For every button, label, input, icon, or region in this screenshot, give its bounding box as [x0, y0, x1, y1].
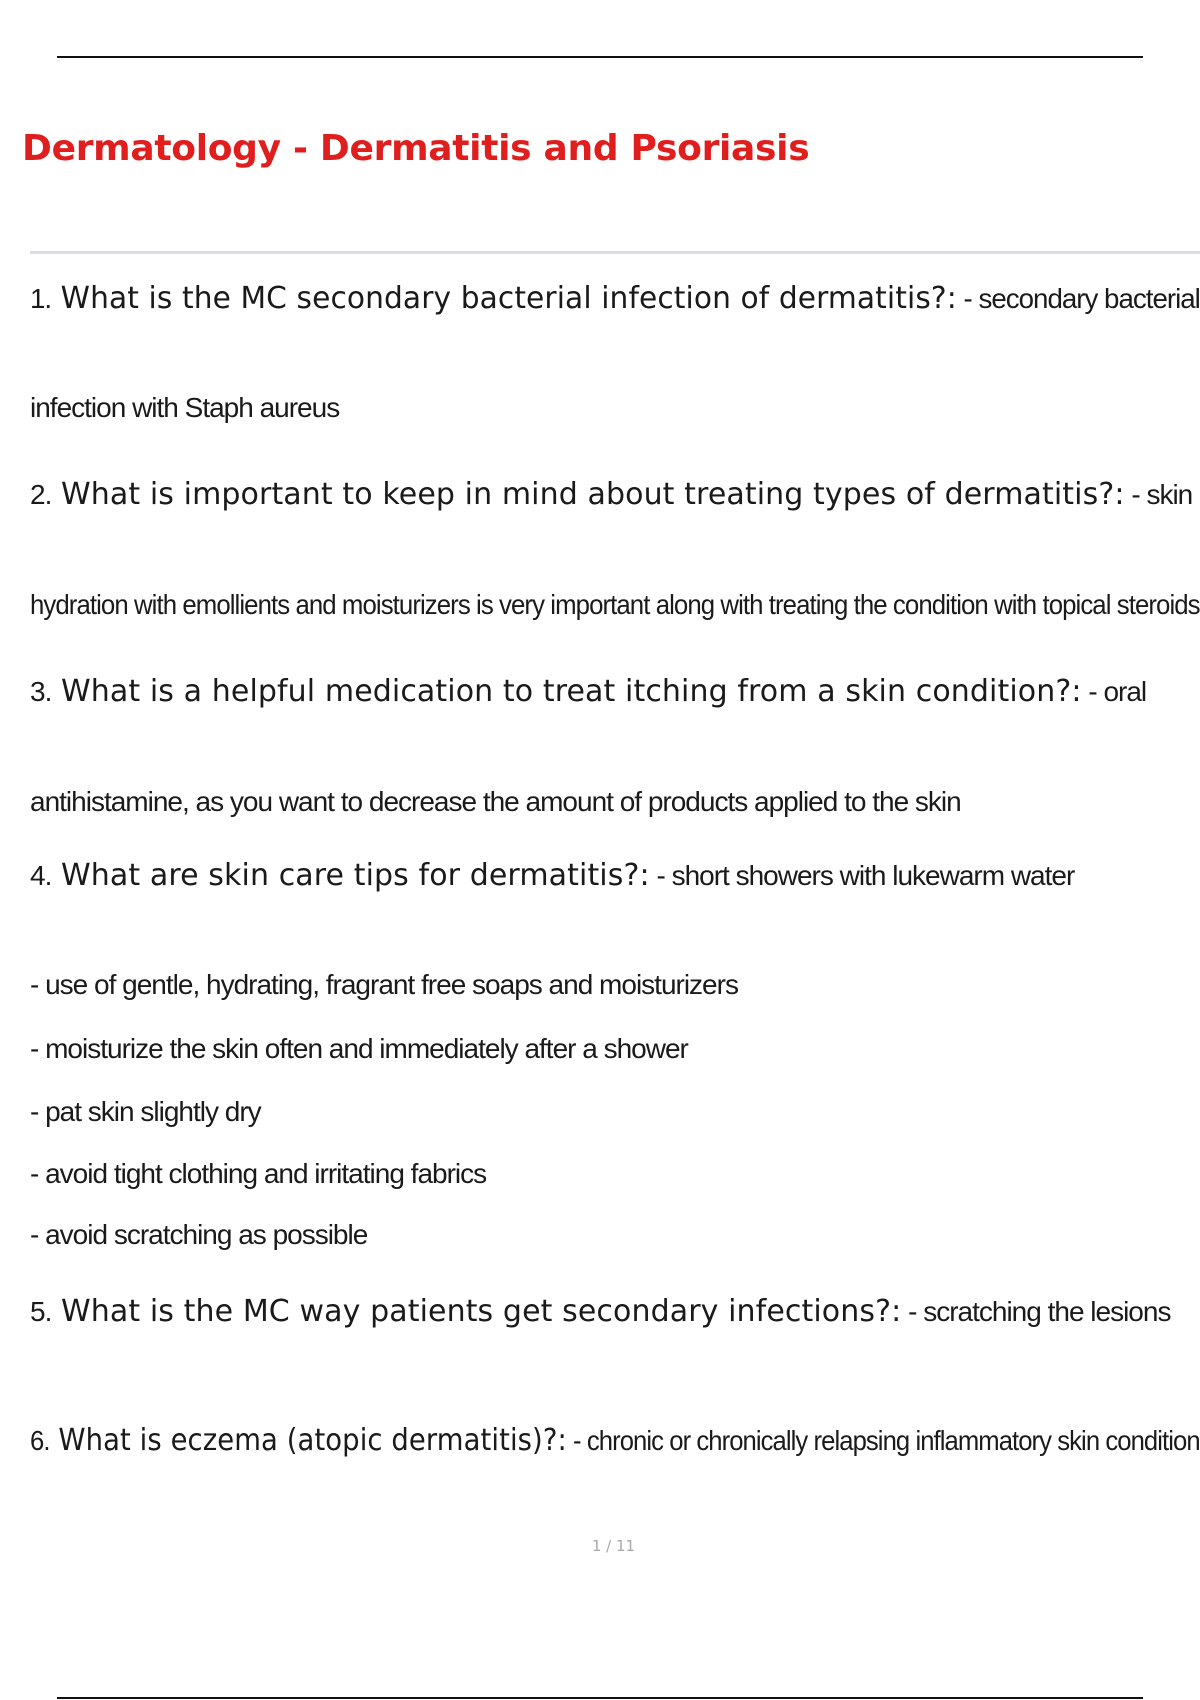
question-text: What is the MC way patients get secondary infections?:	[51, 1294, 902, 1329]
document-title: Dermatology - Dermatitis and Psoriasis	[22, 128, 810, 169]
answer-bullet: - pat skin slightly dry	[30, 1096, 261, 1127]
answer-bullet: - avoid scratching as possible	[30, 1219, 368, 1250]
answer-bullet: - moisturize the skin often and immediately after a shower	[30, 1033, 688, 1064]
question-number: 5.	[30, 1296, 52, 1327]
qa-item-2	[30, 477, 1192, 512]
answer-bullet: - use of gentle, hydrating, fragrant free soaps and moisturizers	[30, 969, 738, 1000]
question-number: 4.	[30, 860, 52, 891]
question-text: What are skin care tips for dermatitis?:	[51, 858, 650, 893]
question-number: 6.	[30, 1425, 50, 1456]
answer-bullet: - avoid tight clothing and irritating fabrics	[30, 1158, 487, 1189]
answer-text: - oral	[1081, 676, 1147, 707]
bottom-rule	[57, 1697, 1143, 1699]
qa-item-1	[30, 281, 1200, 316]
answer-continuation: infection with Staph aureus	[30, 392, 340, 423]
answer-text: - secondary bacterial	[956, 283, 1200, 314]
answer-text: - skin	[1124, 479, 1193, 510]
qa-item-6	[30, 1423, 1200, 1458]
answer-continuation: antihistamine, as you want to decrease the amount of products applied to the skin	[30, 786, 961, 817]
question-text: What is a helpful medication to treat itching from a skin condition?:	[51, 674, 1082, 709]
question-text: What is eczema (atopic dermatitis)?:	[49, 1423, 567, 1458]
question-number: 2.	[30, 479, 52, 510]
qa-item-5	[30, 1294, 1170, 1329]
answer-continuation: hydration with emollients and moisturizers is very important along with treating the condition with topical steroids	[30, 589, 1200, 620]
answer-text: - short showers with lukewarm water	[649, 860, 1075, 891]
question-text: What is the MC secondary bacterial infection of dermatitis?:	[51, 281, 957, 316]
top-rule	[57, 56, 1143, 58]
question-number: 3.	[30, 676, 52, 707]
answer-text: - chronic or chronically relapsing inflammatory skin condition	[566, 1425, 1200, 1456]
question-text: What is important to keep in mind about treating types of dermatitis?:	[51, 477, 1125, 512]
title-divider	[30, 251, 1200, 254]
qa-item-3	[30, 674, 1146, 709]
page-number: 1 / 11	[591, 1537, 636, 1555]
answer-text: - scratching the lesions	[901, 1296, 1171, 1327]
question-number: 1.	[30, 283, 52, 314]
qa-item-4	[30, 858, 1074, 893]
